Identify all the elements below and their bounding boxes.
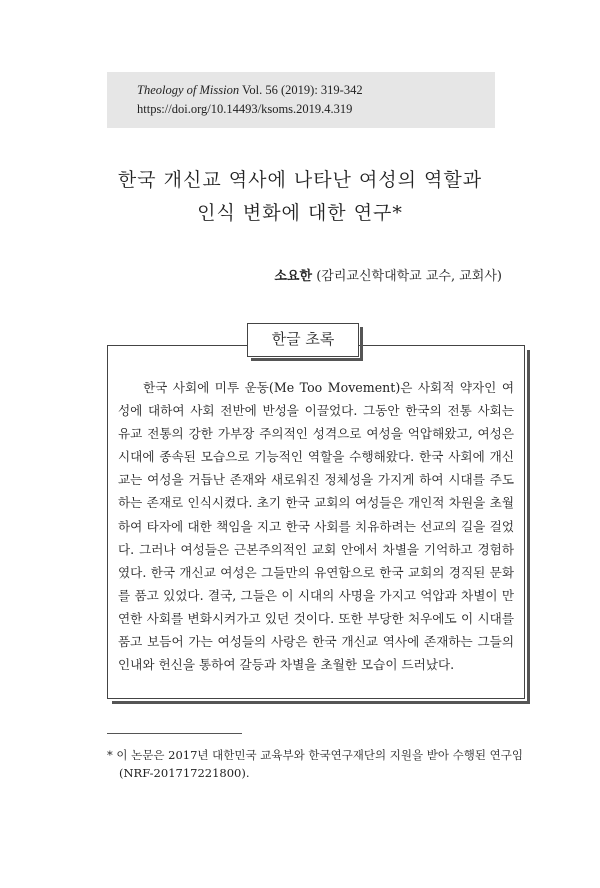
author-affiliation: (감리교신학대학교 교수, 교회사) — [316, 269, 502, 284]
citation-header — [107, 72, 495, 128]
journal-name: Theology of Mission — [137, 83, 240, 97]
citation-line — [137, 81, 495, 100]
paper-title-line-2: 인식 변화에 대한 연구* — [197, 202, 403, 224]
doi-link[interactable]: https://doi.org/10.14493/ksoms.2019.4.319 — [137, 102, 353, 116]
footnote-divider — [107, 733, 242, 734]
footnote-line-2: (NRF-201717221800). — [119, 766, 250, 780]
author-line — [274, 265, 502, 284]
volume-info: Vol. 56 (2019): 319-342 — [242, 83, 363, 97]
footnote — [107, 746, 527, 782]
abstract-text: 한국 사회에 미투 운동(Me Too Movement)은 사회적 약자인 여성에 대하여 사회 전반에 반성을 이끌었다. 그동안 한국의 전통 사회는 유교 전통의 강한 가부장 주의적인 성격으로 여성을 억압해왔고, 여성은 시대에 종속된 모습으로 기능적인 역할을 수행해왔다. 한국 사회에 개신교는 여성을 거듭난 존재와 새로워진 정체성을 가지게 하여 시대를 주도하는 존재로 인식시켰다. 초기 한국 교회의 여성들은 개인적 차원을 초월하여 타자에 대한 책임을 지고 한국 사회를 치유하려는 선교의 길을 걸었다. 그러나 여성들은 근본주의적인 교회 안에서 차별을 기억하고 경험하였다. 한국 개신교 여성은 그들만의 유연함으로 한국 교회의 경직된 문화를 품고 있었다. 결국, 그들은 이 시대의 사명을 가지고 억압과 차별이 만연한 사회를 변화시켜가고 있던 것이다. 또한 부당한 처우에도 이 시대를 품고 보듬어 가는 여성들의 사랑은 한국 개신교 역사에 존재하는 그들의 인내와 헌신을 통하여 갈등과 차별을 초월한 모습이 드러났다. — [118, 380, 514, 673]
footnote-line-1: * 이 논문은 2017년 대한민국 교육부와 한국연구재단의 지원을 받아 수행된 연구임 — [107, 748, 523, 762]
abstract-label: 한글 초록 — [247, 323, 359, 357]
paper-title-line-1: 한국 개신교 역사에 나타난 여성의 역할과 — [117, 169, 483, 191]
author-name: 소요한 — [274, 269, 313, 284]
